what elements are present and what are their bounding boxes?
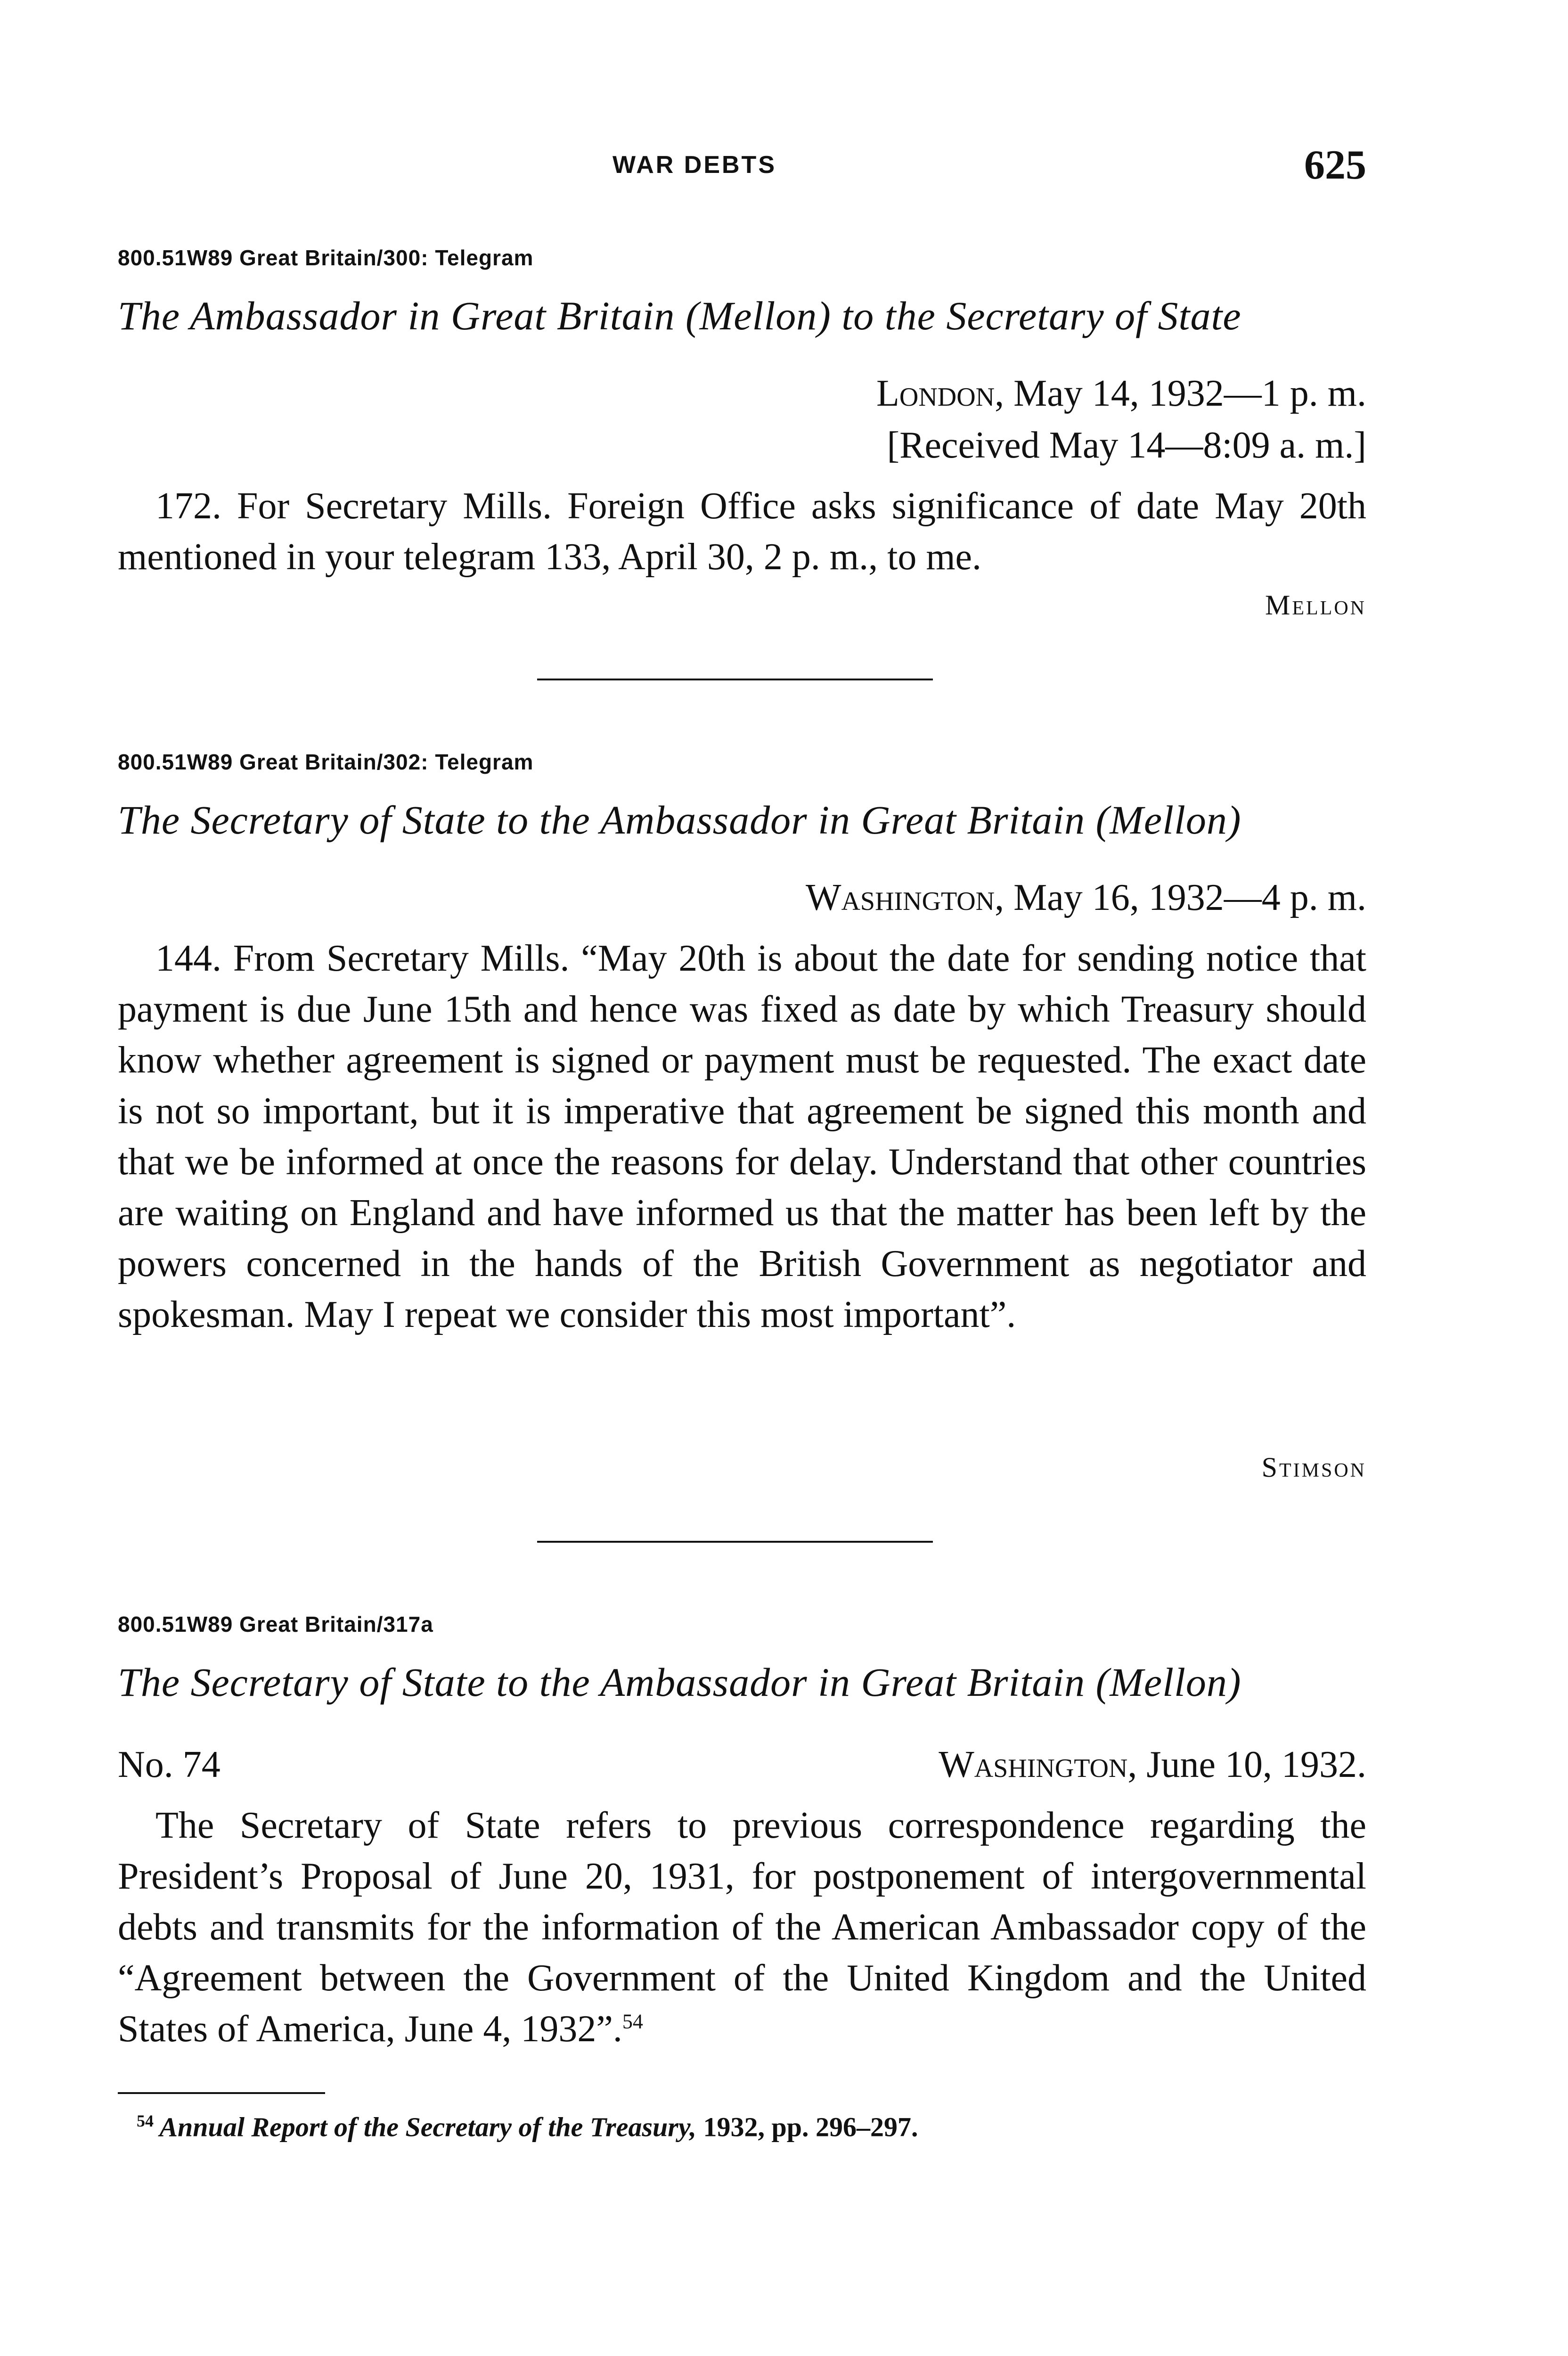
dateline-place: Washington [805,877,995,918]
dateline [939,1743,1366,1786]
section-divider [537,679,933,680]
signature: Stimson [1261,1452,1366,1483]
document-heading: The Secretary of State to the Ambassador in Great Britain (Mellon) [118,1660,1241,1705]
telegram-text: 172. For Secretary Mills. Foreign Office asks significance of date May 20th mentioned in your telegram 133, April 30, 2 p. m., to me. [118,485,1366,578]
footnote-pages: 1932, pp. 296–297. [696,2111,918,2143]
telegram-body [118,933,1366,1340]
instruction-text: The Secretary of State refers to previous correspondence regarding the President’s Proposal of June 20, 1931, for postponement of intergovernmental debts and transmits for the information of the American Ambassador copy of the “Agreement between the Government of the United Kingdom and the United States of America, June 4, 1932”. [118,1805,1366,2050]
section-divider [537,1541,933,1543]
document-heading: The Secretary of State to the Ambassador in Great Britain (Mellon) [118,797,1241,843]
signature: Mellon [1265,589,1366,621]
instruction-body [118,1800,1366,2054]
page-number: 625 [1304,142,1366,188]
telegram-text: 144. From Secretary Mills. “May 20th is about the date for sending notice that payment is due June 15th and hence was fixed as date by which Treasury should know whether agreement is signed or payment must be requested. The exact date is not so important, but it is imperative that agreement be signed this month and that we be informed at once the reasons for delay. Understand that other countries are waiting on England and have informed us that the matter has been left by the powers concerned in the hands of the British Government as negotiator and spokesman. May I repeat we consider this most important”. [118,938,1366,1335]
file-reference: 800.51W89 Great Britain/317a [118,1612,433,1636]
footnote-title: Annual Report of the Secretary of the Treasury, [159,2111,696,2143]
file-reference: 800.51W89 Great Britain/302: Telegram [118,750,534,774]
document-heading: The Ambassador in Great Britain (Mellon) to the Secretary of State [118,293,1241,338]
file-reference: 800.51W89 Great Britain/300: Telegram [118,245,534,270]
dateline-date: , May 16, 1932—4 p. m. [995,877,1366,918]
dateline-date: , May 14, 1932—1 p. m. [995,373,1366,414]
received-line: [Received May 14—8:09 a. m.] [887,425,1366,466]
running-head: WAR DEBTS [612,151,776,179]
footnote [137,2111,918,2143]
dateline-place: London [876,373,995,414]
dateline-date: , June 10, 1932. [1127,1744,1366,1785]
footnote-mark: 54 [137,2111,154,2130]
dateline [806,876,1366,919]
footnote-divider [118,2092,325,2094]
telegram-body [118,481,1366,582]
dateline [876,372,1366,415]
dateline-place: Washington [939,1744,1128,1785]
footnote-reference[interactable]: 54 [622,2010,643,2033]
document-number: No. 74 [118,1744,220,1785]
